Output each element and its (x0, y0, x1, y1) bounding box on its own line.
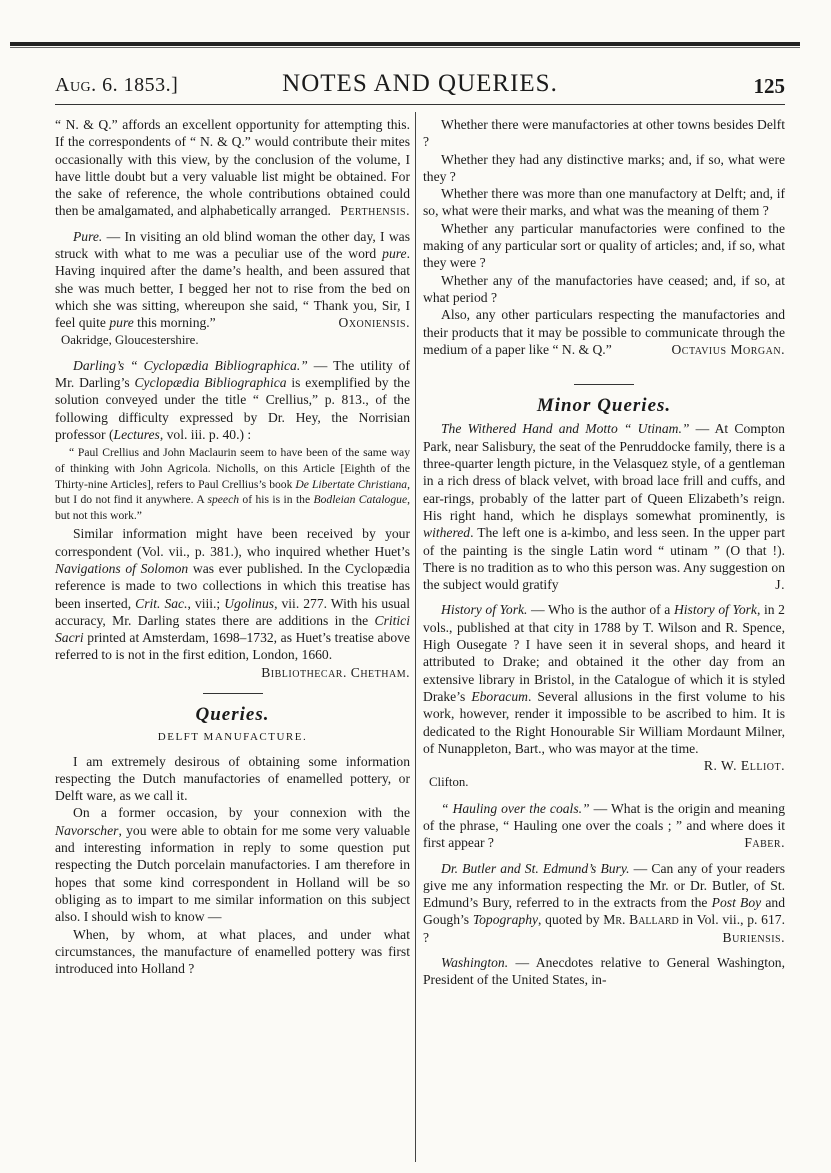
butler-query: Dr. Butler and St. Edmund’s Bury. — Can any of your readers give me any information respecting the Mr. or Dr. Butler, of St. Edmund’s Bury, referred to in the extracts from the Post Boy and Gough’s Topography, quoted by Mr. Ballard in Vol. vii., p. 617. ? Buriensis. (423, 860, 785, 945)
signature: Faber. (744, 835, 785, 851)
darling-note: Darling’s “ Cyclopædia Bibliographica.” — The utility of Mr. Darling’s Cyclopædia Bibliographica is exemplified by the solution conveyed under the title “ Crellius,” p. 813., of the following difficulty expressed by Dr. Hey, the Norrisian professor (Lectures, vol. iii. p. 40.) : (55, 357, 410, 443)
page-header (55, 68, 785, 102)
signature: Perthensis. (340, 203, 410, 219)
top-rule-thin (10, 47, 800, 48)
signature: Octavius Morgan. (671, 341, 785, 357)
top-rule (10, 42, 800, 46)
signature: R. W. Elliot. (703, 758, 785, 774)
delft-paragraph: I am extremely desirous of obtaining some information respecting the Dutch manufactories of enamelled pottery, or Delft ware, as we call it. (55, 753, 410, 804)
query-item: Whether any of the manufactories have ceased; and, if so, at what period ? (423, 272, 785, 305)
signature: J. (775, 577, 785, 593)
subheading-delft: DELFT MANUFACTURE. (157, 731, 308, 744)
history-york-query: History of York. — Who is the author of a History of York, in 2 vols., published at that city in 1788 by T. Wilson and R. Spence, High Ousegate ? I have seen it in several shops, and heard it attributed to Drake; and obtained it the other day from an extensive library in Bristol, in the Catalogue of which it is styled Drake’s Eboracum. Several allusions in the first volume to his work, however, render it impossible to be ascribed to him. It is dedicated to the Right Honourable Sir William Mordaunt Milner, of Nunappleton, Bart., who was mayor at the time. R. W. Elliot. (423, 602, 785, 774)
delft-paragraph: On a former occasion, by your connexion with the Navorscher, you were able to obtain for me some very valuable and interesting information in reply to some question put respecting the Dutch porcelain manufactories. I am therefore in hopes that some kind correspondent in Holland will be so obliging as to impart to me similar information on this subject also. I should wish to know — (55, 805, 410, 925)
signature: Oxoniensis. (338, 315, 410, 331)
hauling-query: “ Hauling over the coals.” — What is the origin and meaning of the phrase, “ Hauling one over the coals ; ” and where does it first appear ? Faber. (423, 800, 785, 851)
pure-note: Pure. — In visiting an old blind woman the other day, I was struck with what to me was a peculiar use of the word pure. Having inquired after the dame’s health, and been assured that she was much better, I begged her not to rise from the bed on which she was sitting, whereupon she said, “ Thank you, Sir, I feel quite pure this morning.” Oxoniensis. (55, 228, 410, 331)
header-date: Aug. 6. 1853.] (55, 74, 179, 96)
block-quote: “ Paul Crellius and John Maclaurin seem to have been of the same way of thinking with John Agricola. Nicholls, on this Article [Eighth of the Thirty-nine Articles], refers to Paul Crellius’s book De Libertate Christiana, but I do not find it anywhere. A speech of his is in the Bodleian Catalogue, but not this work.” (55, 446, 411, 522)
section-rule (574, 384, 634, 385)
header-rule (55, 104, 785, 105)
query-item: Also, any other particulars respecting the manufactories and their products that it may be possible to communicate through the medium of a paper like “ N. & Q.” Octavius Morgan. (423, 307, 785, 357)
washington-query: Washington. — Anecdotes relative to General Washington, President of the United States, in- (423, 955, 785, 988)
place-line: Clifton. (429, 775, 469, 790)
query-item: Whether any particular manufactories were confined to the making of any particular sort or quality of articles; and, if so, what they were ? (423, 220, 785, 271)
section-heading-minor-queries: Minor Queries. (536, 395, 672, 417)
right-column (423, 116, 785, 989)
query-item: Whether they had any distinctive marks; and, if so, what were they ? (423, 151, 785, 184)
left-column (55, 116, 410, 977)
query-item: Whether there was more than one manufactory at Delft; and, if so, what were their marks, and what was the meaning of them ? (423, 186, 785, 219)
query-item: Whether there were manufactories at other towns besides Delft ? (423, 117, 785, 150)
place-line: Oakridge, Gloucestershire. (61, 332, 199, 347)
withered-hand-query: The Withered Hand and Motto “ Utinam.” — At Compton Park, near Salisbury, the seat of the Penruddocke family, there is a three-quarter length picture, in the Velasquez style, of a gentleman in a rich dress of black velvet, with broad lace frill and cuffs, and ear-rings, probably of the latter part of Queen Elizabeth’s reign. His right hand, which he displays somewhat prominently, is withered. The left one is a-kimbo, and less seen. In the upper part of the painting is the single Latin word “ utinam ” (O that !). There is no tradition as to who this person was. Any suggestion on the subject would gratify J. (423, 421, 785, 593)
delft-paragraph: When, by whom, at what places, and under what circumstances, the manufacture of enamelled pottery was first introduced into Holland ? (55, 926, 410, 977)
continued-paragraph: “ N. & Q.” affords an excellent opportunity for attempting this. If the correspondents of “ N. & Q.” would contribute their mites occasionally with this view, by the conclusion of the volume, I have little doubt but a very valuable list might be obtained. For the sake of reference, the whole contributions obtained could then be amalgamated, and alphabetically arranged. Perthensis. (55, 117, 410, 219)
signature: Buriensis. (722, 929, 785, 945)
page-number: 125 (753, 74, 785, 98)
similar-paragraph: Similar information might have been received by your correspondent (Vol. vii., p. 381.), who inquired whether Huet’s Navigations of Solomon was ever published. In the Cyclopædia reference is made to two collections in which this treatise has been inserted, Crit. Sac., viii.; Ugolinus, vii. 277. With his usual accuracy, Mr. Darling states there are additions in the Critici Sacri printed at Amsterdam, 1698–1732, as Huet’s treatise above referred to is not in the first edition, London, 1660. Bibliothecar. Chetham. (55, 526, 411, 680)
section-heading-queries: Queries. (195, 703, 270, 725)
journal-title: NOTES AND QUERIES. (282, 70, 558, 97)
column-divider (415, 112, 416, 1162)
section-rule (203, 693, 263, 694)
signature: Bibliothecar. Chetham. (261, 664, 410, 680)
